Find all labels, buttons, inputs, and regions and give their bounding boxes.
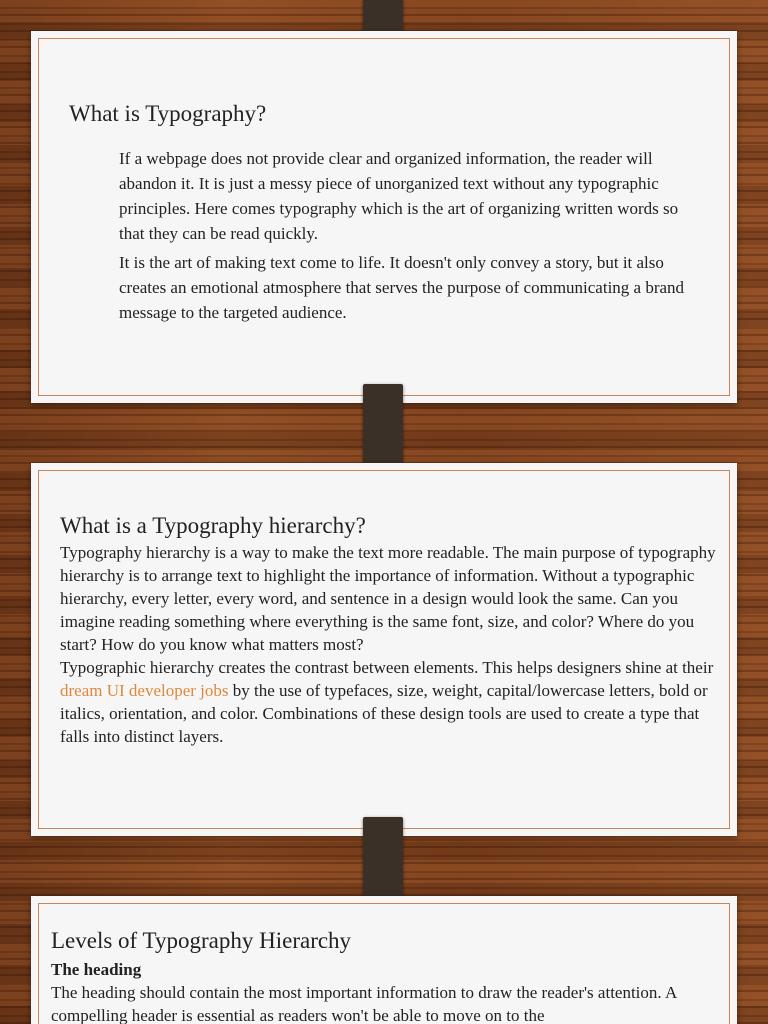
paragraph: Typography hierarchy is a way to make the text more readable. The main purpose of typography hierarchy is to arrange text to highlight the importance of information. Without a typographic hierarchy, every letter, every word, and sentence in a design would look the same. Can you imagine reading something where everything is the same font, size, and color? Where do you start? How do you know what matters most? [60, 543, 716, 654]
section-title: What is a Typography hierarchy? [60, 513, 366, 538]
paragraph: The heading should contain the most important information to draw the reader's attention. A compelling header is essential as readers won't be able to move on to the [51, 983, 677, 1024]
section-body [119, 146, 699, 329]
subheading: The heading [51, 960, 142, 979]
typography-hierarchy-card [31, 463, 737, 836]
paragraph-text: by the use of typefaces, size, weight, capital/lowercase letters, bold or italics, orientation, and color. Combinations of these design tools are used to create a type that falls into distinct layers. [60, 681, 708, 746]
paragraph [60, 656, 720, 748]
paragraph: It is the art of making text come to life. It doesn't only convey a story, but it also creates an emotional atmosphere that serves the purpose of communicating a brand message to the targeted audience. [119, 253, 685, 322]
section-body [60, 541, 720, 748]
hierarchy-levels-card [31, 896, 737, 1024]
paragraph: If a webpage does not provide clear and organized information, the reader will abandon it. It is just a messy piece of unorganized text without any typographic principles. Here comes typography which is the art of organizing written words so that they can be read quickly. [119, 149, 679, 243]
section-title: What is Typography? [69, 101, 267, 126]
paragraph-text: Typographic hierarchy creates the contrast between elements. This helps designers shine at their [60, 658, 714, 677]
typography-card [31, 31, 737, 403]
section-title: Levels of Typography Hierarchy [51, 928, 352, 953]
ui-developer-jobs-link[interactable]: dream UI developer jobs [60, 681, 229, 700]
section-body [51, 958, 721, 1024]
